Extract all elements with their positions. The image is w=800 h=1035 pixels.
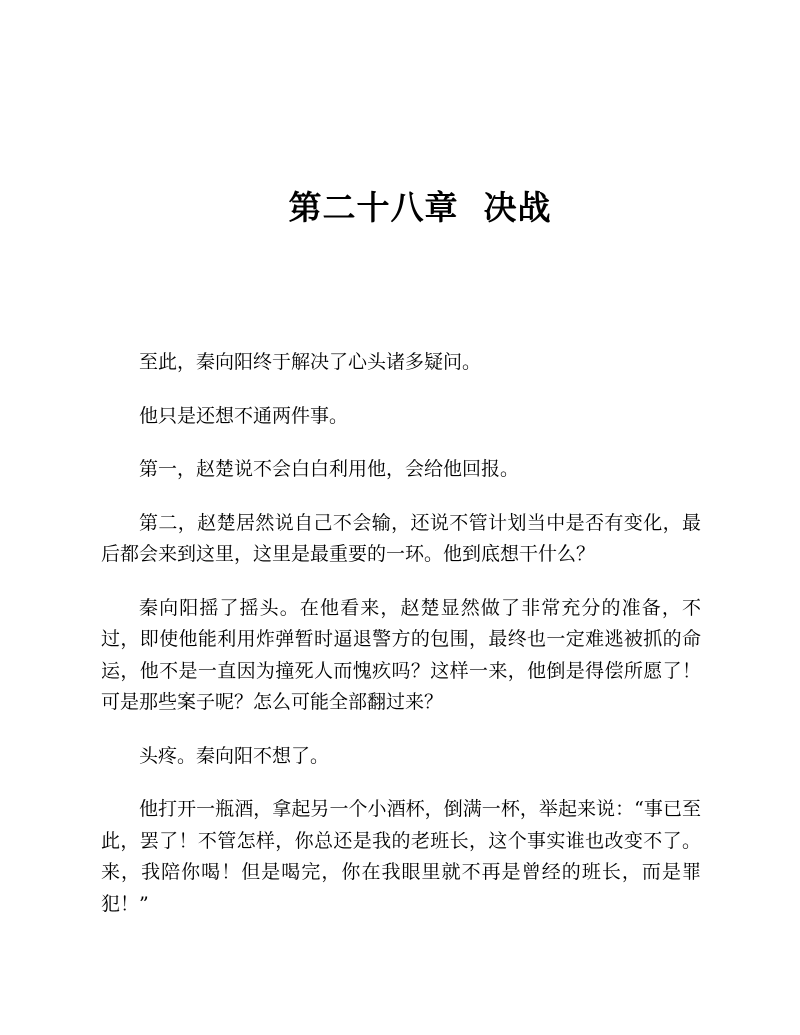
chapter-title: 第二十八章 决战 bbox=[288, 188, 552, 227]
paragraph-1: 至此，秦向阳终于解决了心头诸多疑问。 bbox=[139, 351, 482, 373]
paragraph-6: 头疼。秦向阳不想了。 bbox=[139, 744, 330, 767]
paragraph-2: 他只是还想不通两件事。 bbox=[139, 404, 349, 427]
chapter-body bbox=[101, 347, 701, 942]
paragraph-7: 他打开一瓶酒，拿起另一个小酒杯，倒满一杯，举起来说：“事已至此，罢了！不管怎样，你总还是我的老班长，这个事实谁也改变不了。来，我陪你喝！但是喝完，你在我眼里就不再是曾经的班长，而是罪犯！” bbox=[101, 798, 701, 915]
paragraph-3: 第一，赵楚说不会白白利用他，会给他回报。 bbox=[139, 458, 520, 480]
paragraph-4: 第二，赵楚居然说自己不会输，还说不管计划当中是否有变化，最后都会来到这里，这里是最重要的一环。他到底想干什么？ bbox=[101, 511, 701, 565]
paragraph-5: 秦向阳摇了摇头。在他看来，赵楚显然做了非常充分的准备，不过，即使他能利用炸弹暂时逼退警方的包围，最终也一定难逃被抓的命运，他不是一直因为撞死人而愧疚吗？这样一来，他倒是得偿所愿了！可是那些案子呢？怎么可能全部翻过来？ bbox=[101, 596, 701, 713]
